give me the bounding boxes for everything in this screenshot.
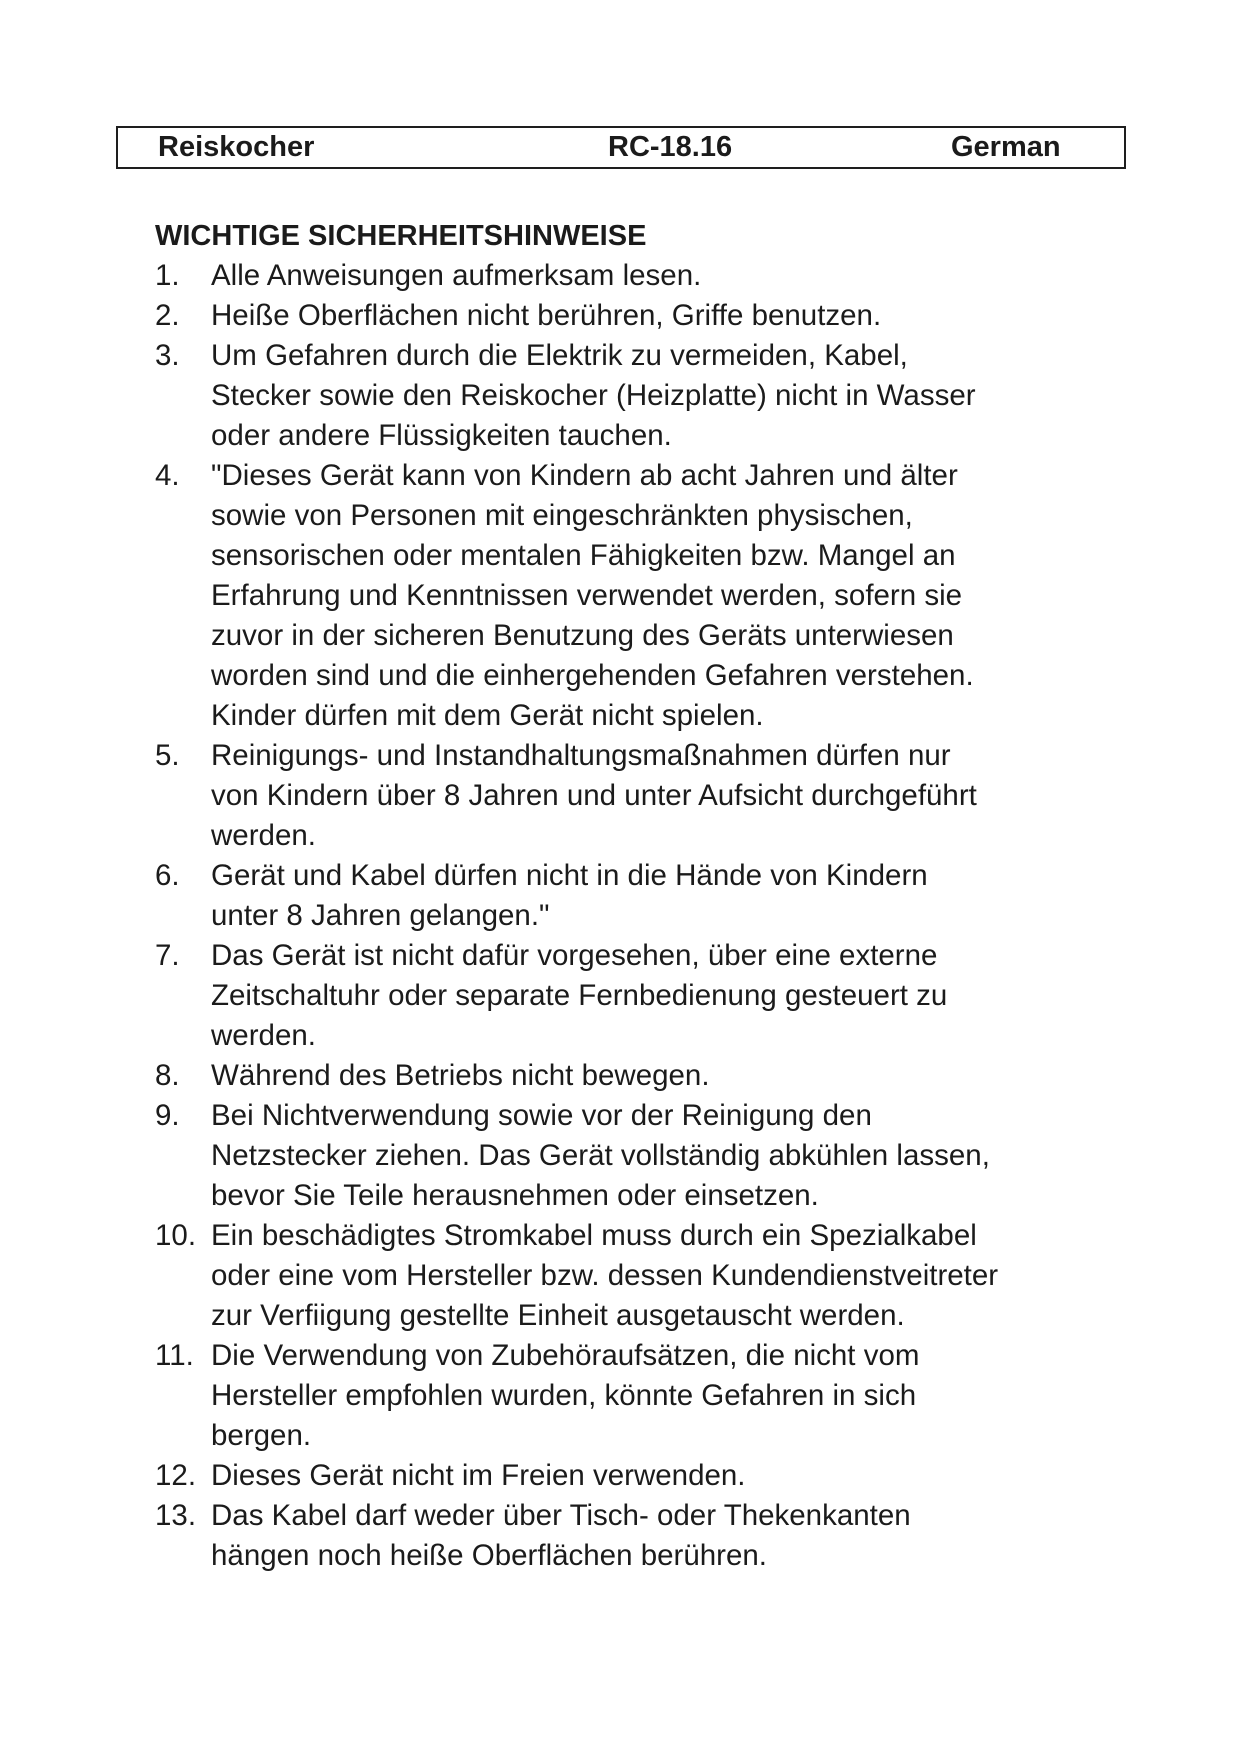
instruction-text-line: Ein beschädigtes Stromkabel muss durch ein Spezialkabel (211, 1219, 977, 1252)
instruction-number: 9. (155, 1099, 180, 1132)
instruction-text-line: Kinder dürfen mit dem Gerät nicht spielen. (211, 699, 764, 732)
instruction-text-line: oder andere Flüssigkeiten tauchen. (211, 419, 672, 452)
instruction-text-line: Das Gerät ist nicht dafür vorgesehen, über eine externe (211, 939, 938, 972)
instruction-text-line: Alle Anweisungen aufmerksam lesen. (211, 259, 702, 292)
instruction-text-line: "Dieses Gerät kann von Kindern ab acht Jahren und älter (211, 459, 958, 492)
header-language: German (951, 131, 1061, 163)
instruction-number: 13. (155, 1499, 197, 1532)
header-product-name: Reiskocher (158, 131, 315, 163)
instruction-text-line: Hersteller empfohlen wurden, könnte Gefahren in sich (211, 1379, 917, 1412)
instruction-number: 10. (155, 1219, 197, 1252)
instruction-text-line: worden sind und die einhergehenden Gefahren verstehen. (211, 659, 974, 692)
instruction-text-line: Das Kabel darf weder über Tisch- oder Thekenkanten (211, 1499, 911, 1532)
instruction-text-line: Erfahrung und Kenntnissen verwendet werden, sofern sie (211, 579, 963, 612)
instruction-item (155, 856, 1115, 936)
instruction-text-line: Heiße Oberflächen nicht berühren, Griffe benutzen. (211, 299, 882, 332)
instruction-item (155, 1456, 1115, 1496)
instruction-item (155, 936, 1115, 1056)
instruction-number: 11. (155, 1339, 194, 1372)
instruction-text-line: unter 8 Jahren gelangen." (211, 899, 550, 932)
instruction-text-line: Netzstecker ziehen. Das Gerät vollständig abkühlen lassen, (211, 1139, 990, 1172)
instruction-text-line: von Kindern über 8 Jahren und unter Aufsicht durchgeführt (211, 779, 977, 812)
instruction-item (155, 256, 1115, 296)
instruction-list (155, 256, 1115, 1576)
instruction-item (155, 296, 1115, 336)
instruction-text-line: bergen. (211, 1419, 312, 1452)
safety-section (155, 216, 1115, 1576)
instruction-text-line: bevor Sie Teile herausnehmen oder einsetzen. (211, 1179, 819, 1212)
instruction-item (155, 1096, 1115, 1216)
instruction-text-line: werden. (211, 1019, 316, 1052)
instruction-number: 12. (155, 1459, 197, 1492)
instruction-text-line: zuvor in der sicheren Benutzung des Geräts unterwiesen (211, 619, 954, 652)
instruction-item (155, 1216, 1115, 1336)
instruction-text-line: zur Verfiigung gestellte Einheit ausgetauscht werden. (211, 1299, 905, 1332)
instruction-text-line: Reinigungs- und Instandhaltungsmaßnahmen dürfen nur (211, 739, 951, 772)
instruction-text-line: oder eine vom Hersteller bzw. dessen Kundendienstveitreter (211, 1259, 999, 1292)
instruction-text-line: Die Verwendung von Zubehöraufsätzen, die nicht vom (211, 1339, 920, 1372)
instruction-text-line: werden. (211, 819, 316, 852)
instruction-item (155, 336, 1115, 456)
instruction-item (155, 1496, 1115, 1576)
instruction-item (155, 1056, 1115, 1096)
instruction-number: 8. (155, 1059, 180, 1092)
document-header (116, 126, 1126, 169)
instruction-text-line: Gerät und Kabel dürfen nicht in die Hände von Kindern (211, 859, 928, 892)
instruction-number: 4. (155, 459, 180, 492)
instruction-number: 3. (155, 339, 180, 372)
instruction-text-line: hängen noch heiße Oberflächen berühren. (211, 1539, 767, 1572)
section-title: WICHTIGE SICHERHEITSHINWEISE (155, 220, 647, 252)
instruction-number: 1. (155, 259, 180, 292)
instruction-item (155, 736, 1115, 856)
instruction-item (155, 456, 1115, 736)
instruction-item (155, 1336, 1115, 1456)
header-model-number: RC-18.16 (608, 131, 733, 163)
instruction-number: 2. (155, 299, 180, 332)
instruction-text-line: Um Gefahren durch die Elektrik zu vermeiden, Kabel, (211, 339, 908, 372)
instruction-number: 7. (155, 939, 180, 972)
instruction-text-line: Zeitschaltuhr oder separate Fernbedienung gesteuert zu (211, 979, 948, 1012)
instruction-text-line: Dieses Gerät nicht im Freien verwenden. (211, 1459, 746, 1492)
instruction-number: 6. (155, 859, 180, 892)
instruction-text-line: sensorischen oder mentalen Fähigkeiten bzw. Mangel an (211, 539, 956, 572)
instruction-number: 5. (155, 739, 180, 772)
instruction-text-line: sowie von Personen mit eingeschränkten physischen, (211, 499, 913, 532)
instruction-text-line: Während des Betriebs nicht bewegen. (211, 1059, 710, 1092)
instruction-text-line: Stecker sowie den Reiskocher (Heizplatte) nicht in Wasser (211, 379, 976, 412)
instruction-text-line: Bei Nichtverwendung sowie vor der Reinigung den (211, 1099, 872, 1132)
